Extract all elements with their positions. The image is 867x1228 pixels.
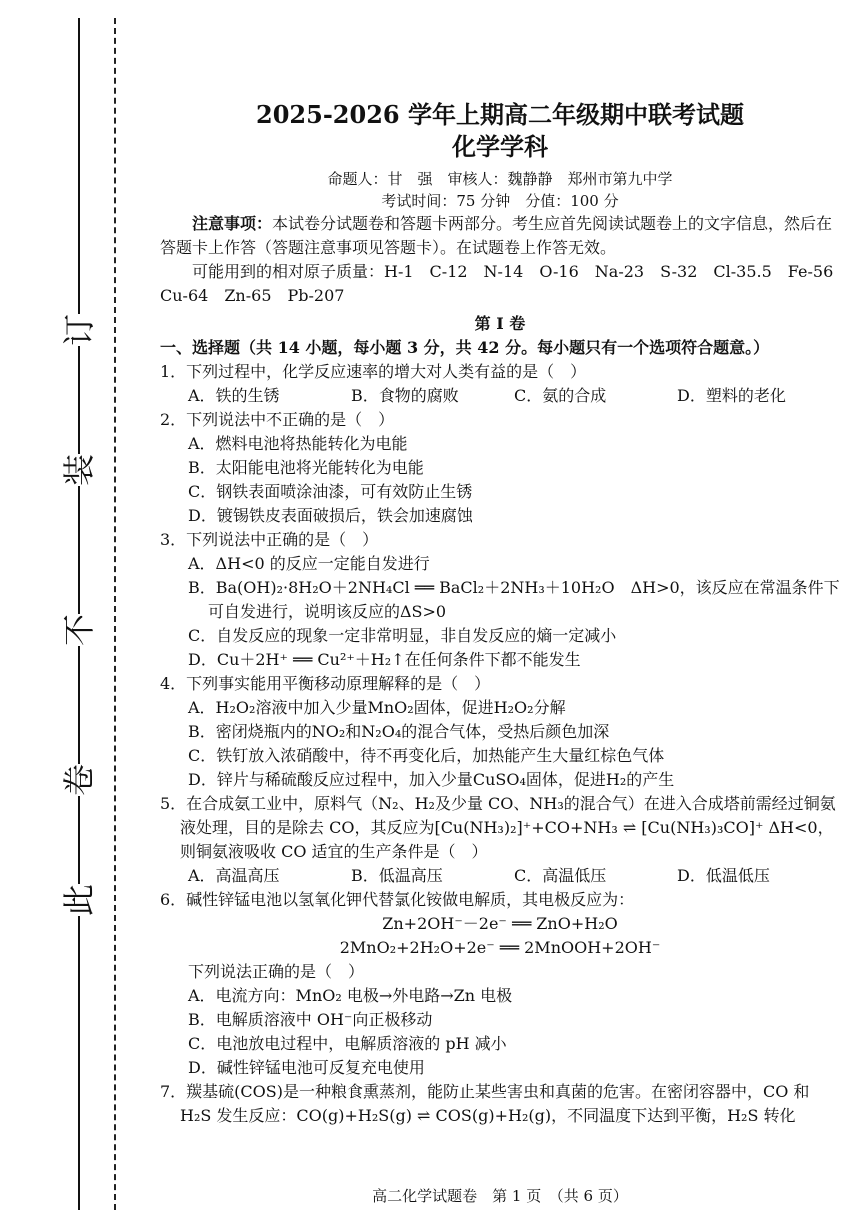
option-b: B．太阳能电池将光能转化为电能 — [188, 458, 424, 477]
option-a: A．H₂O₂溶液中加入少量MnO₂固体，促进H₂O₂分解 — [188, 698, 566, 717]
option-a: A．电流方向：MnO₂ 电极→外电路→Zn 电极 — [188, 986, 513, 1005]
question-4 — [160, 672, 840, 792]
binding-char-4: 卷 — [60, 763, 98, 796]
question-stem: 1．下列过程中，化学反应速率的增大对人类有益的是（ ） — [160, 362, 587, 381]
option-b: B．电解质溶液中 OH⁻向正极移动 — [188, 1010, 433, 1029]
binding-margin — [0, 0, 120, 1228]
binding-char-1: 订 — [60, 313, 98, 346]
option-c: C．电池放电过程中，电解质溶液的 pH 减小 — [188, 1034, 507, 1053]
question-stem: 6．碱性锌锰电池以氢氧化钾代替氯化铵做电解质，其电极反应为： — [160, 890, 635, 909]
binding-char-5: 此 — [60, 883, 98, 916]
question-7 — [160, 1080, 840, 1128]
option-d: D．锌片与稀硫酸反应过程中，加入少量CuSO₄固体，促进H₂的产生 — [188, 770, 675, 789]
question-1 — [160, 360, 840, 408]
question-stem: 4．下列事实能用平衡移动原理解释的是（ ） — [160, 674, 491, 693]
binding-char-3: 不 — [60, 613, 98, 646]
question-stem: 2．下列说法中不正确的是（ ） — [160, 410, 395, 429]
part-title: 第 I 卷 — [474, 314, 526, 333]
option-d: D．Cu＋2H⁺ ══ Cu²⁺＋H₂↑在任何条件下都不能发生 — [188, 650, 581, 669]
option-d: D．镀锡铁皮表面破损后，铁会加速腐蚀 — [188, 506, 473, 525]
option-a: A．铁的生锈 — [188, 386, 280, 405]
exam-subject: 化学学科 — [452, 132, 548, 161]
question-3 — [160, 528, 840, 672]
question-2 — [160, 408, 840, 528]
option-b: B．Ba(OH)₂·8H₂O＋2NH₄Cl ══ BaCl₂＋2NH₃＋10H₂O ΔH>0，该反应在常温条件下可自发进行，说明该反应的ΔS>0 — [188, 578, 840, 621]
option-a: A．ΔH<0 的反应一定能自发进行 — [188, 554, 430, 573]
option-row — [160, 864, 840, 888]
question-stem: 5．在合成氨工业中，原料气（N₂、H₂及少量 CO、NH₃的混合气）在进入合成塔前需经过铜氨液处理，目的是除去 CO，其反应为[Cu(NH₃)₂]⁺+CO+NH₃ ⇌ [Cu(NH₃)₃CO]⁺ ΔH<0，则铜氨液吸收 CO 适宜的生产条件是（ ） — [160, 794, 836, 861]
atomic-masses: 可能用到的相对原子质量：H-1 C-12 N-14 O-16 Na-23 S-32 Cl-35.5 Fe-56 Cu-64 Zn-65 Pb-207 — [160, 262, 850, 305]
question-substem: 下列说法正确的是（ ） — [188, 962, 365, 981]
notice — [160, 212, 840, 260]
option-c: C．氨的合成 — [514, 386, 607, 405]
exam-page — [160, 100, 850, 1128]
option-b: B．食物的腐败 — [351, 386, 459, 405]
option-c: C．铁钉放入浓硝酸中，待不再变化后，加热能产生大量红棕色气体 — [188, 746, 665, 765]
question-stem: 7．羰基硫(COS)是一种粮食熏蒸剂，能防止某些害虫和真菌的危害。在密闭容器中，CO 和 H₂S 发生反应：CO(g)+H₂S(g) ⇌ COS(g)+H₂(g)，不同温度下达到平衡，H₂S 转化 — [160, 1082, 810, 1125]
option-a: A．高温高压 — [188, 866, 280, 885]
equation-2: 2MnO₂+2H₂O+2e⁻ ══ 2MnOOH+2OH⁻ — [339, 938, 661, 957]
equation-1: Zn+2OH⁻－2e⁻ ══ ZnO+H₂O — [382, 914, 618, 933]
option-b: B．低温高压 — [351, 866, 443, 885]
question-6 — [160, 888, 840, 1080]
binding-char-2: 装 — [60, 453, 98, 486]
option-c: C．钢铁表面喷涂油漆，可有效防止生锈 — [188, 482, 473, 501]
option-row — [160, 384, 840, 408]
option-c: C．高温低压 — [514, 866, 607, 885]
option-d: D．低温低压 — [677, 866, 770, 885]
cut-dashed-line — [114, 18, 116, 1210]
option-a: A．燃料电池将热能转化为电能 — [188, 434, 408, 453]
option-b: B．密闭烧瓶内的NO₂和N₂O₄的混合气体，受热后颜色加深 — [188, 722, 610, 741]
section-heading: 一、选择题（共 14 小题，每小题 3 分，共 42 分。每小题只有一个选项符合题意。） — [160, 338, 770, 357]
question-5 — [160, 792, 840, 888]
option-c: C．自发反应的现象一定非常明显，非自发反应的熵一定减小 — [188, 626, 617, 645]
exam-time-score: 考试时间：75 分钟 分值：100 分 — [381, 192, 619, 210]
exam-title: 2025-2026 学年上期高二年级期中联考试题 — [256, 100, 744, 129]
option-d: D．碱性锌锰电池可反复充电使用 — [188, 1058, 425, 1077]
question-stem: 3．下列说法中正确的是（ ） — [160, 530, 379, 549]
notice-text: 本试卷分试题卷和答题卡两部分。考生应首先阅读试题卷上的文字信息，然后在答题卡上作答（答题注意事项见答题卡）。在试题卷上作答无效。 — [160, 214, 833, 257]
page-footer: 高二化学试题卷 第 1 页 （共 6 页） — [372, 1187, 628, 1205]
option-d: D．塑料的老化 — [677, 386, 786, 405]
exam-authors: 命题人：甘 强 审核人：魏静静 郑州市第九中学 — [327, 170, 673, 188]
notice-label: 注意事项： — [192, 214, 273, 233]
